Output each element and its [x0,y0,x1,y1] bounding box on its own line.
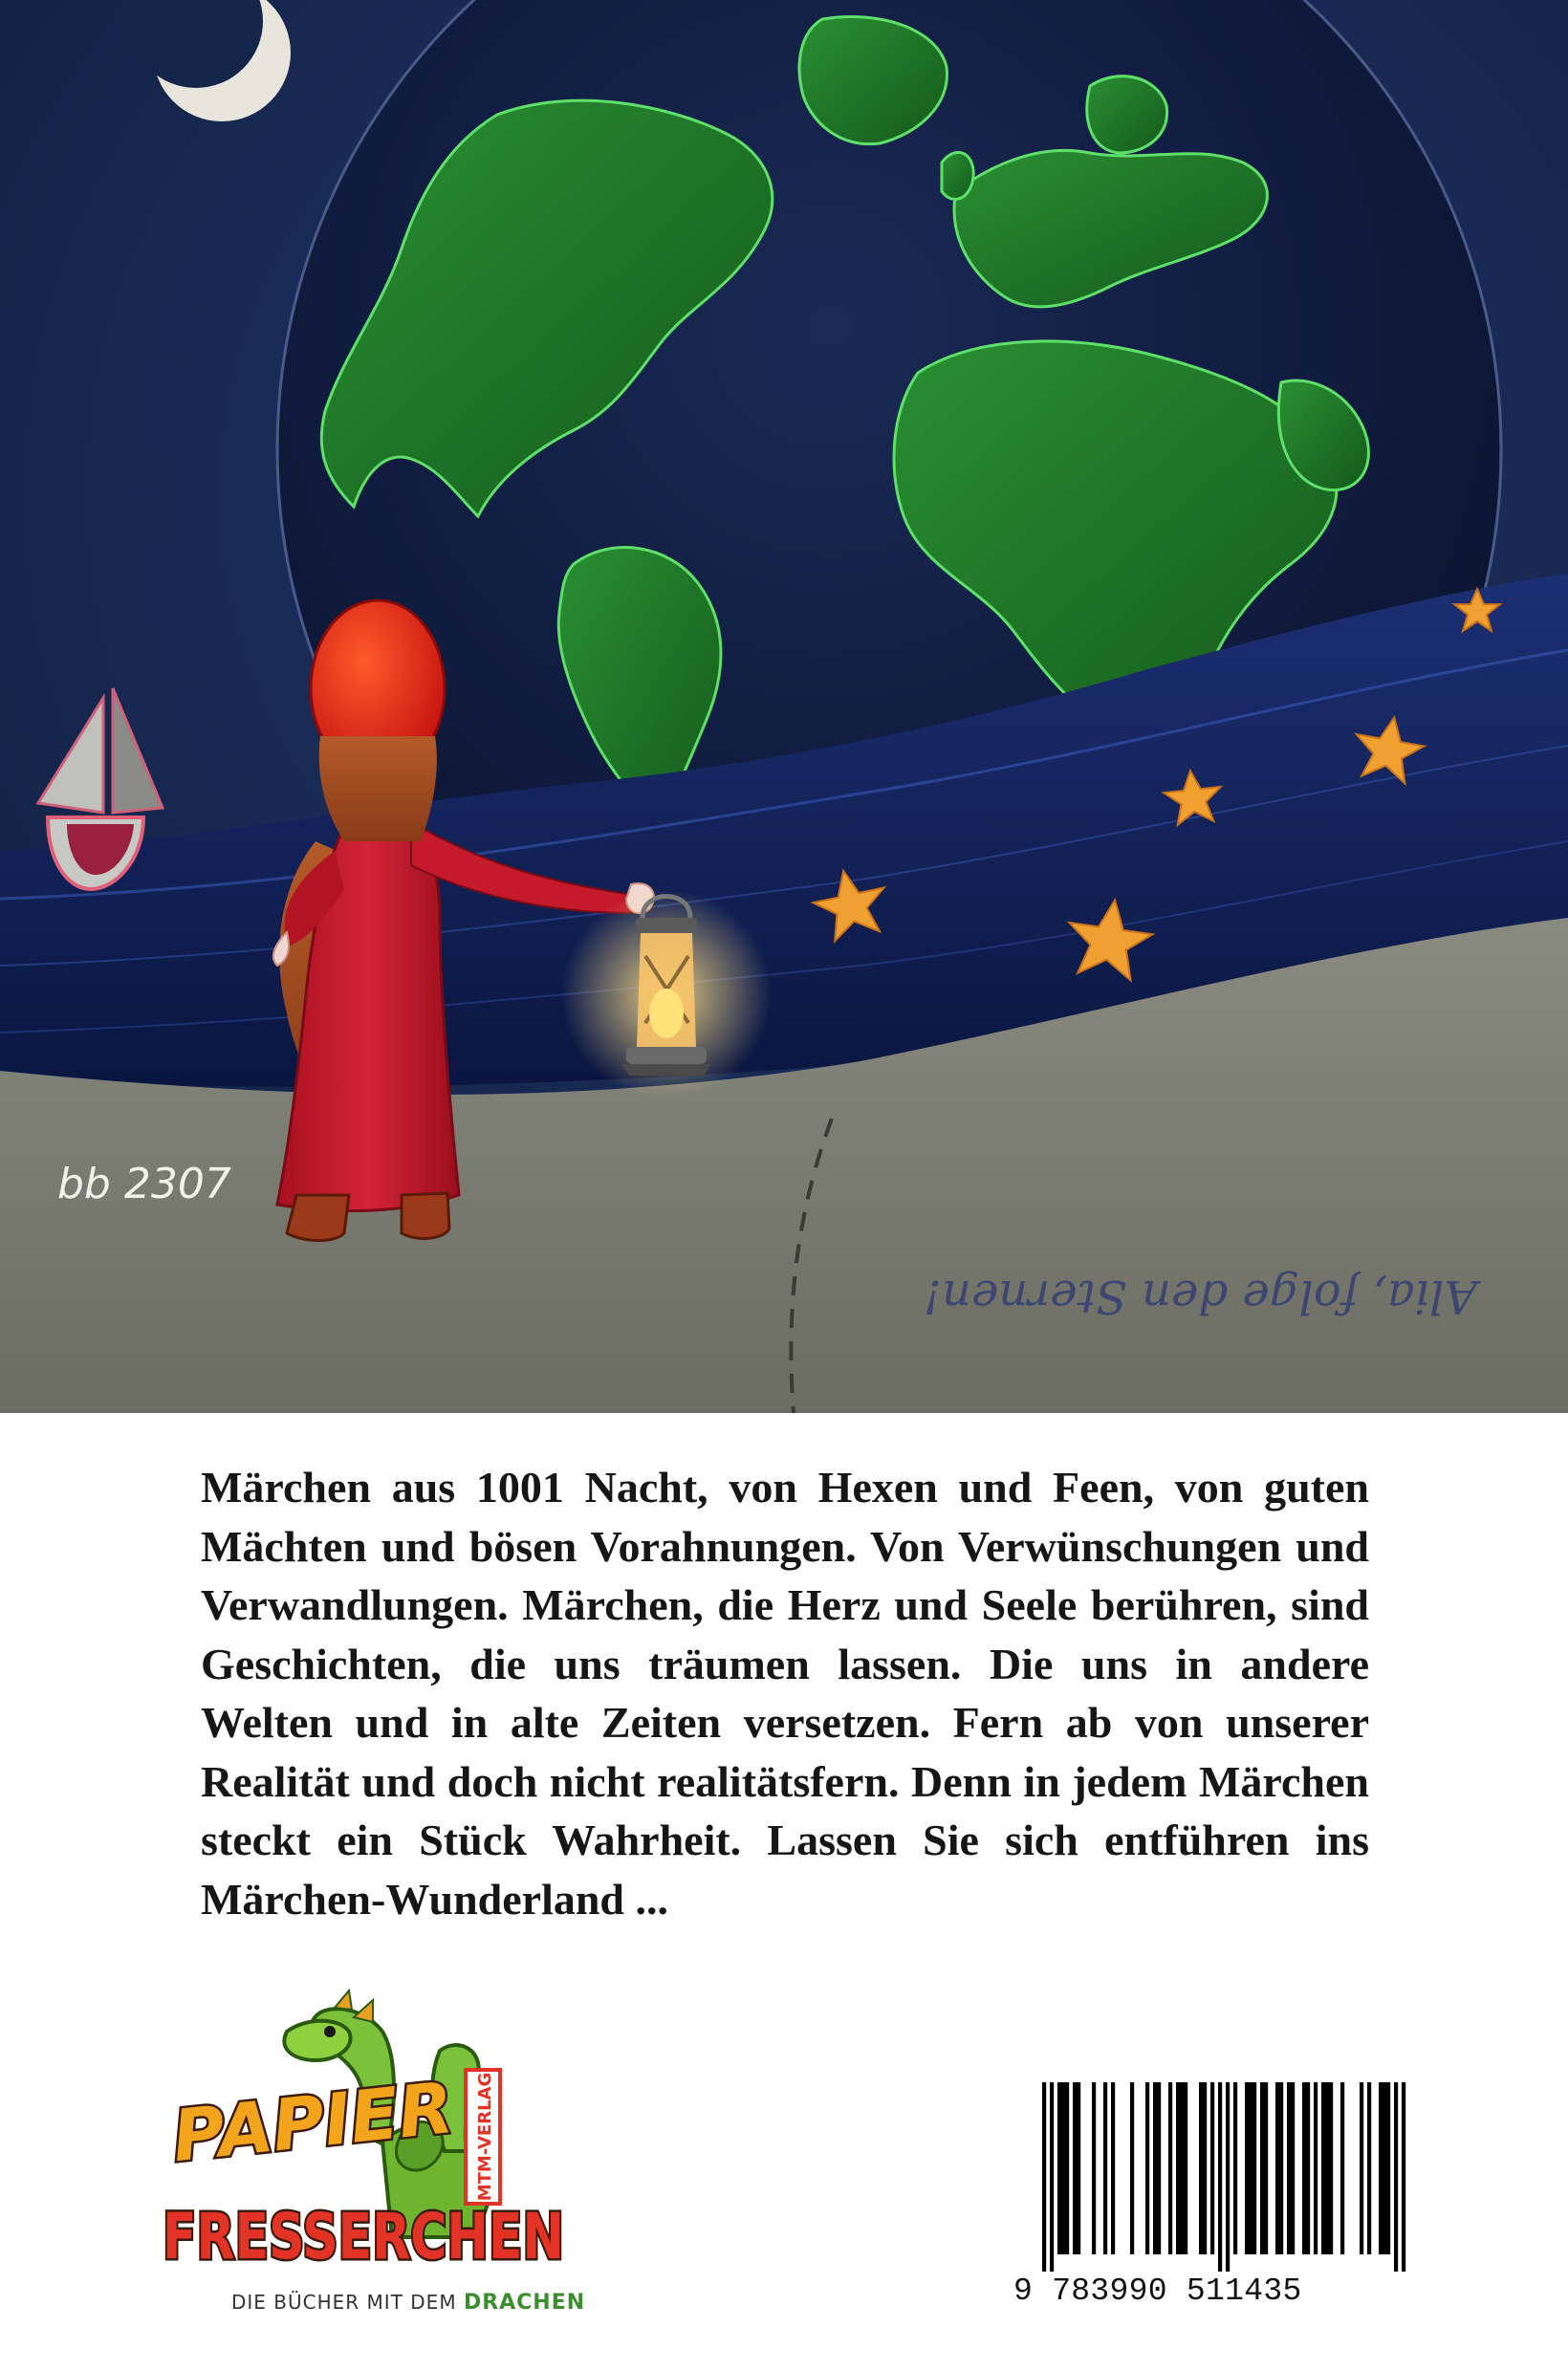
back-cover-blurb: Märchen aus 1001 Nacht, von Hexen und Feen, von guten Mächten und bösen Vorahnungen. Von Verwünschungen und Verwandlungen. Märchen, die Herz und Seele berühren, sind Geschichten, die uns träumen lassen. Die uns in andere Welten und in alte Zeiten versetzen. Fern ab von unserer Realität und doch nicht realitätsfern. Denn in jedem Märchen steckt ein Stück Wahrheit. Lassen Sie sich entführen ins Märchen-Wunderland ... [201,1463,1369,1924]
barcode-bar [1050,2082,1054,2272]
barcode-bar [1111,2082,1115,2254]
barcode-bar [1176,2082,1180,2254]
barcode-bar [1279,2082,1283,2254]
artist-signature: bb 2307 [57,1160,231,1208]
barcode-bar [1340,2082,1344,2254]
barcode-bar [1386,2082,1390,2254]
barcode-bar [1260,2082,1264,2254]
publisher-stamp: MTM-VERLAG [475,2072,495,2202]
barcode-bar [1379,2082,1383,2254]
barcode-bar [1153,2082,1157,2254]
isbn-digits: 9 783990 511435 [1013,2273,1302,2309]
handwritten-note: Alia, folge den Sternen! [923,1270,1477,1323]
barcode-bar [1233,2082,1237,2254]
publisher-name-line2: FRESSERCHEN [163,2200,564,2273]
isbn-barcode [1013,2082,1415,2309]
barcode-bar [1252,2082,1256,2254]
barcode-bar [1184,2082,1187,2254]
barcode-bar [1042,2082,1046,2272]
barcode-bar [1249,2082,1252,2254]
lantern-icon [561,889,772,1099]
barcode-bar [1145,2082,1149,2254]
barcode-bar [1291,2082,1295,2254]
barcode-bar [1383,2082,1386,2254]
barcode-bar [1210,2082,1214,2254]
barcode-bar [1402,2082,1405,2272]
barcode-bar [1360,2082,1363,2254]
barcode-bar [1394,2082,1398,2272]
barcode-bar [1302,2082,1306,2254]
barcode-bar [1314,2082,1318,2254]
barcode-bar [1057,2082,1061,2254]
barcode-bar [1367,2082,1371,2254]
barcode-bar [1077,2082,1080,2254]
barcode-bar [1061,2082,1065,2254]
publisher-logo [153,1979,586,2342]
barcode-bar [1264,2082,1268,2254]
publisher-tagline: DIE BÜCHER MIT DEM DRACHEN [231,2291,586,2315]
publisher-name-line1: PAPIER [168,2066,457,2179]
barcode-bar [1325,2082,1329,2254]
barcode-bar [1092,2082,1096,2254]
barcode-bar [1245,2082,1249,2254]
barcode-bar [1065,2082,1069,2254]
barcode-bar [1199,2082,1203,2254]
barcode-bar [1306,2082,1310,2254]
barcode-bar [1103,2082,1107,2254]
barcode-bar [1168,2082,1172,2254]
barcode-bar [1130,2082,1134,2254]
barcode-bar [1226,2082,1230,2272]
barcode-bar [1157,2082,1161,2254]
barcode-bar [1329,2082,1333,2254]
barcode-bar [1275,2082,1279,2254]
barcode-bar [1073,2082,1077,2254]
barcode-bar [1203,2082,1207,2254]
barcode-bar [1321,2082,1325,2254]
barcode-bar [1287,2082,1291,2254]
barcode-bar [1218,2082,1222,2272]
barcode-bar [1180,2082,1184,2254]
